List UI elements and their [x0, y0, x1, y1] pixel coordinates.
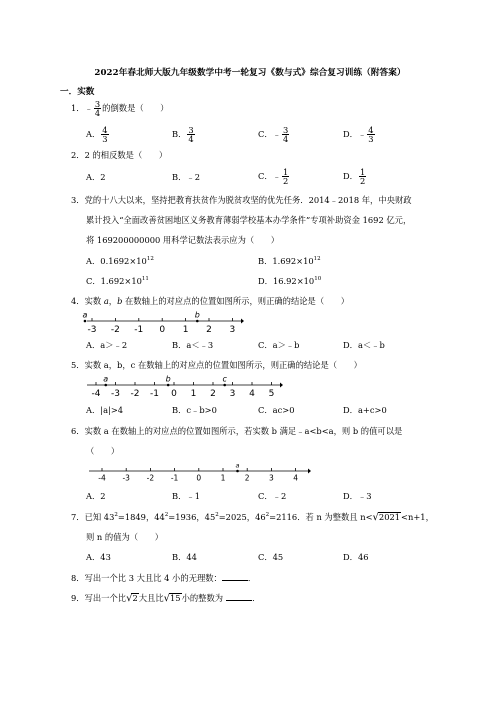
q4-option-c[interactable]: C．a＞﹣b — [258, 340, 300, 350]
q7-option-c[interactable]: C．45 — [258, 552, 284, 562]
radical-sign: √ — [372, 512, 379, 523]
variable: a — [103, 296, 109, 306]
option-text: B．1.692×10 — [258, 256, 314, 266]
point-marker — [84, 320, 87, 323]
question-number: 1． — [71, 103, 85, 113]
question-7-line-1 — [71, 512, 434, 523]
numerator: 3 — [282, 125, 289, 135]
radical-sign: √ — [126, 593, 133, 604]
question-text: =2025，46 — [218, 512, 266, 522]
section-heading: 一．实数 — [60, 87, 95, 97]
q1-option-d[interactable] — [343, 126, 376, 143]
q6-option-a[interactable]: A．2 — [86, 491, 106, 501]
question-text: 在数轴上的对应点的位置如图所示，则正确的结论是（ ） — [122, 296, 350, 306]
exponent: 11 — [141, 276, 149, 283]
question-6-line-1: 6．实数 a 在数轴上的对应点的位置如图所示，若实数 b 满足﹣a<b<a，则 b 的值可以是 — [71, 426, 403, 436]
point-marker — [223, 384, 226, 387]
point-label: a — [235, 461, 240, 470]
option-label: B． — [172, 129, 187, 139]
numerator: 3 — [188, 125, 194, 135]
q3-option-c[interactable] — [86, 276, 149, 287]
q5-option-b[interactable]: B．c﹣b>0 — [172, 405, 217, 415]
point-marker — [104, 384, 107, 387]
number-line-q6 — [86, 460, 312, 486]
q5-option-c[interactable]: C．ac>0 — [258, 405, 295, 415]
tick-label: -3 — [122, 473, 130, 483]
numerator: 4 — [368, 125, 374, 135]
question-3-line-1: 3．党的十八大以来，坚持把教育扶贫作为脱贫攻坚的优先任务．2014﹣2018 年，中央财政 — [71, 195, 412, 205]
point-label: b — [194, 310, 200, 320]
exponent: 12 — [146, 256, 154, 263]
q2-option-b[interactable]: B．﹣2 — [172, 172, 200, 182]
question-7-line-2: 则 n 的值为（ ） — [86, 532, 163, 542]
option-label: D． — [343, 129, 358, 139]
question-text: 大且比 — [138, 593, 164, 603]
tick-label: 0 — [171, 389, 177, 399]
point-marker — [167, 384, 170, 387]
tick-label: 4 — [249, 389, 255, 399]
question-3-line-2: 累计投入“全面改善贫困地区义务教育薄弱学校基本办学条件”专项补助资金 1692 亿元， — [86, 215, 412, 225]
exponent: 2 — [265, 512, 270, 519]
tick-label: -1 — [134, 325, 144, 335]
q6-option-d[interactable]: D．﹣3 — [343, 491, 372, 501]
option-text: D．16.92×10 — [258, 276, 315, 286]
q2-option-a[interactable]: A．2 — [86, 172, 106, 182]
tick-label: -3 — [87, 325, 97, 335]
option-text: A．0.1692×10 — [86, 256, 147, 266]
denominator: 2 — [359, 176, 366, 186]
tick-label: 5 — [268, 389, 275, 399]
radicand: 2021 — [378, 512, 401, 522]
tick-label: -1 — [170, 473, 179, 483]
question-text: =1849，44 — [117, 512, 165, 522]
exponent: 12 — [313, 256, 321, 263]
fraction — [282, 126, 289, 143]
option-label: D． — [343, 171, 358, 181]
tick-label: 1 — [220, 473, 226, 483]
option-label: A． — [86, 129, 101, 139]
fraction — [94, 100, 101, 117]
question-text: 8．写出一个比 3 大且比 4 小的无理数： — [71, 573, 222, 583]
tick-label: -4 — [91, 389, 101, 399]
q4-option-a[interactable]: A．a＞﹣2 — [86, 340, 128, 350]
question-8 — [71, 572, 256, 584]
page-title: 2022年春北师大版九年级数学中考一轮复习《数与式》综合复习训练（附答案） — [94, 68, 406, 78]
q4-option-d[interactable]: D．a＜﹣b — [343, 340, 385, 350]
minus-sign: ﹣ — [272, 129, 281, 139]
fraction — [367, 126, 374, 143]
tick-label: -1 — [150, 389, 159, 399]
question-5: 5．实数 a，b，c 在数轴上的对应点的位置如图所示，则正确的结论是（ ） — [71, 360, 362, 370]
number-line-q4 — [84, 312, 244, 334]
question-text: 小的整数为 — [181, 593, 224, 603]
q5-option-a[interactable]: A．|a|>4 — [86, 405, 124, 415]
question-text: =2116．若 n 为整数且 n< — [269, 512, 373, 522]
point-label: a — [103, 374, 109, 384]
answer-blank[interactable] — [222, 572, 248, 581]
q1-option-c[interactable] — [258, 126, 290, 143]
tick-label: 2 — [210, 389, 216, 399]
tick-label: 3 — [269, 473, 274, 483]
exponent: 2 — [164, 512, 169, 519]
question-text: ． — [247, 573, 257, 583]
numerator: 3 — [94, 99, 101, 109]
question-text: 4．实数 — [71, 296, 104, 306]
q1-option-a[interactable] — [86, 126, 110, 143]
point-label: c — [222, 374, 227, 384]
minus-sign: ﹣ — [357, 129, 367, 139]
option-text: C．1.692×10 — [86, 276, 142, 286]
question-2: 2．2 的相反数是（ ） — [71, 150, 168, 160]
point-marker — [196, 320, 199, 323]
question-text: 7．已知 43 — [71, 512, 115, 522]
numerator: 1 — [282, 167, 289, 177]
tick-label: 3 — [229, 389, 236, 399]
q7-option-b[interactable]: B．44 — [172, 552, 197, 562]
q6-option-c[interactable]: C．﹣2 — [258, 491, 287, 501]
tick-label: 4 — [293, 473, 298, 483]
tick-label: -2 — [146, 473, 155, 483]
numerator: 4 — [102, 125, 108, 135]
exponent: 10 — [314, 276, 322, 283]
number-line-q5 — [84, 375, 284, 399]
question-6-line-2: （ ） — [86, 446, 120, 456]
q5-option-d[interactable]: D．a+c>0 — [343, 405, 387, 415]
denominator: 4 — [282, 134, 289, 144]
minus-sign: ﹣ — [84, 103, 93, 113]
option-label: C． — [258, 171, 273, 181]
fraction — [282, 168, 289, 185]
answer-blank[interactable] — [226, 592, 252, 601]
question-text: 的倒数是（ ） — [102, 103, 169, 113]
question-text: <n+1， — [401, 512, 434, 522]
q6-option-b[interactable]: B．﹣1 — [172, 491, 200, 501]
radicand: 2 — [132, 593, 138, 603]
question-text: =1936，45 — [168, 512, 216, 522]
denominator: 4 — [188, 134, 194, 144]
tick-label: 3 — [229, 325, 236, 335]
question-text: ． — [252, 593, 261, 603]
q3-option-b[interactable] — [258, 256, 321, 267]
q4-option-b[interactable]: B．a＜﹣3 — [172, 340, 214, 350]
fraction — [359, 168, 366, 185]
denominator: 4 — [94, 108, 101, 118]
q7-option-d[interactable]: D．46 — [343, 552, 369, 562]
q2-option-c[interactable] — [258, 168, 290, 185]
exponent: 2 — [114, 512, 118, 519]
q3-option-a[interactable] — [86, 256, 154, 267]
fraction — [101, 126, 108, 143]
q3-option-d[interactable] — [258, 276, 321, 287]
exponent: 2 — [215, 512, 219, 519]
radical-sign: √ — [163, 593, 170, 604]
tick-label: 1 — [182, 325, 189, 335]
point-marker — [236, 470, 239, 473]
denominator: 3 — [368, 134, 374, 144]
numerator: 1 — [359, 167, 366, 177]
separator: ， — [108, 296, 118, 306]
radicand: 15 — [170, 593, 181, 603]
question-4 — [71, 296, 349, 307]
tick-label: 1 — [190, 389, 197, 399]
question-9 — [71, 592, 260, 604]
q1-option-b[interactable] — [172, 126, 196, 143]
q7-option-a[interactable]: A．43 — [86, 552, 111, 562]
tick-label: -4 — [98, 473, 106, 483]
fraction — [187, 126, 194, 143]
arrow-head — [280, 383, 283, 388]
tick-label: -3 — [111, 389, 120, 399]
question-3-line-3: 将 169200000000 用科学记数法表示应为（ ） — [86, 235, 280, 245]
denominator: 2 — [282, 176, 289, 186]
tick-label: 2 — [244, 473, 250, 483]
arrow-head — [308, 469, 311, 474]
tick-label: -2 — [130, 389, 140, 399]
question-1 — [71, 100, 169, 117]
minus-sign: ﹣ — [272, 171, 281, 181]
point-label: a — [82, 310, 88, 320]
q2-option-d[interactable] — [343, 168, 367, 185]
variable: b — [117, 296, 123, 306]
tick-label: 0 — [159, 325, 166, 335]
tick-label: 2 — [206, 325, 212, 335]
denominator: 3 — [102, 134, 108, 144]
point-label: b — [165, 374, 171, 384]
arrow-head — [241, 319, 244, 324]
question-text: 9．写出一个比 — [71, 593, 127, 603]
tick-label: -2 — [110, 325, 120, 335]
tick-label: 0 — [196, 473, 202, 483]
option-label: C． — [258, 129, 273, 139]
